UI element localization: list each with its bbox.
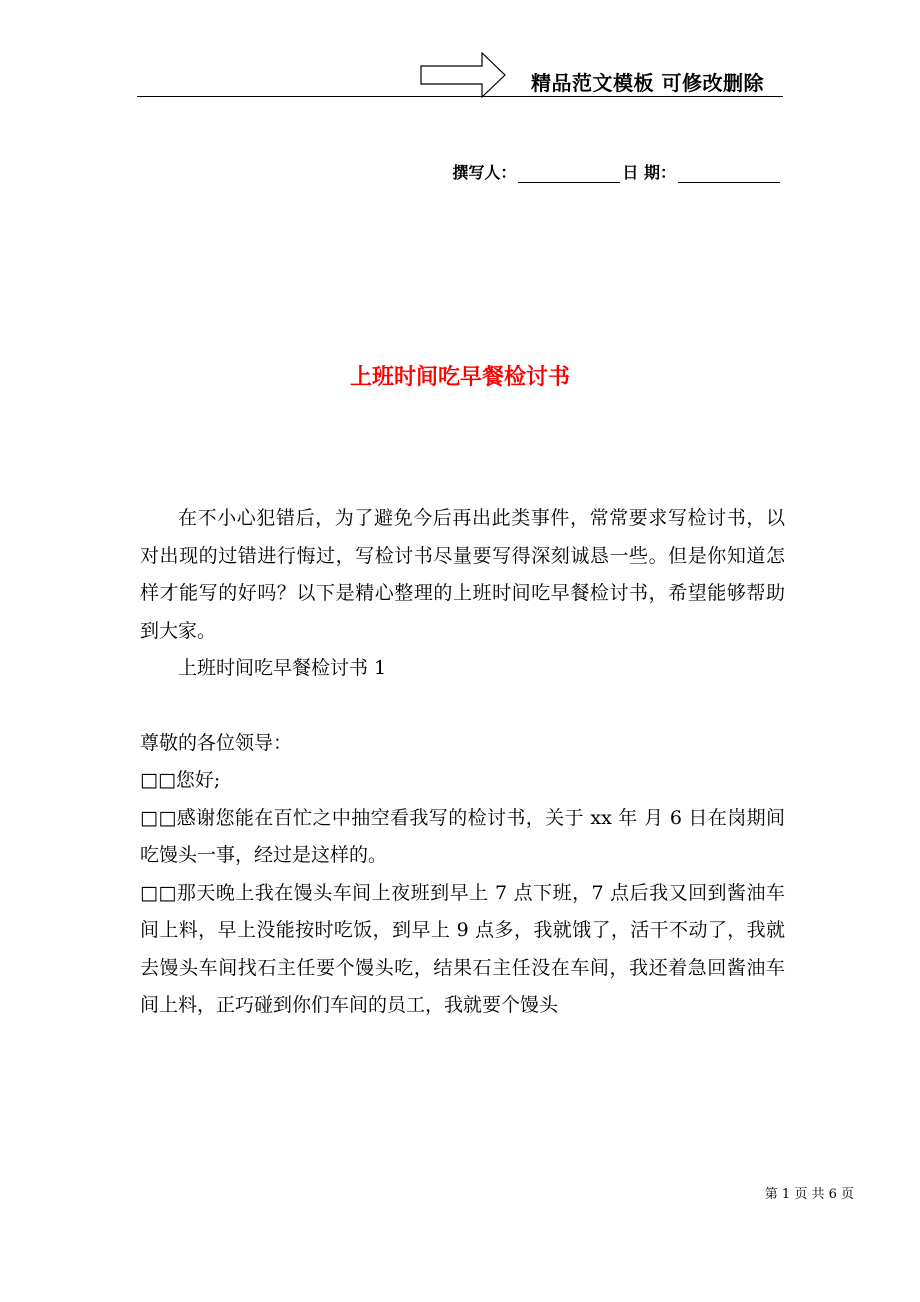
greeting: □□您好; bbox=[140, 769, 221, 791]
arrow-icon bbox=[420, 52, 506, 98]
salutation: 尊敬的各位领导： bbox=[140, 731, 293, 754]
header-divider bbox=[137, 96, 783, 97]
body-paragraph: □□那天晚上我在馒头车间上夜班到早上 7 点下班，7 点后我又回到酱油车间上料，早上没能按时吃饭，到早上 9 点多，我就饿了，活干不动了，我就去馒头车间找石主任要个馒头吃，结果石主任没在车间，我还着急回酱油车间上料，正巧碰到你们车间的员工，我就要个馒头 bbox=[140, 881, 785, 1016]
document-body bbox=[140, 500, 785, 1025]
date-label: 日 期： bbox=[622, 163, 676, 182]
author-row bbox=[452, 160, 782, 183]
page-title: 上班时间吃早餐检讨书 bbox=[349, 365, 570, 390]
date-blank bbox=[678, 164, 780, 183]
page-footer: 第 1 页 共 6 页 bbox=[764, 1187, 854, 1202]
author-label: 撰写人： bbox=[452, 163, 517, 182]
author-blank bbox=[518, 164, 620, 183]
section-heading: 上班时间吃早餐检讨书 1 bbox=[178, 657, 387, 679]
body-paragraph: □□感谢您能在百忙之中抽空看我写的检讨书，关于 xx 年 月 6 日在岗期间吃馒头一事，经过是这样的。 bbox=[140, 806, 785, 866]
header-banner: 精品范文模板 可修改删除 bbox=[531, 71, 764, 95]
intro-paragraph: 在不小心犯错后，为了避免今后再出此类事件，常常要求写检讨书，以对出现的过错进行悔过，写检讨书尽量要写得深刻诚恳一些。但是你知道怎样才能写的好吗？以下是精心整理的上班时间吃早餐检讨书，希望能够帮助到大家。 bbox=[140, 507, 785, 642]
